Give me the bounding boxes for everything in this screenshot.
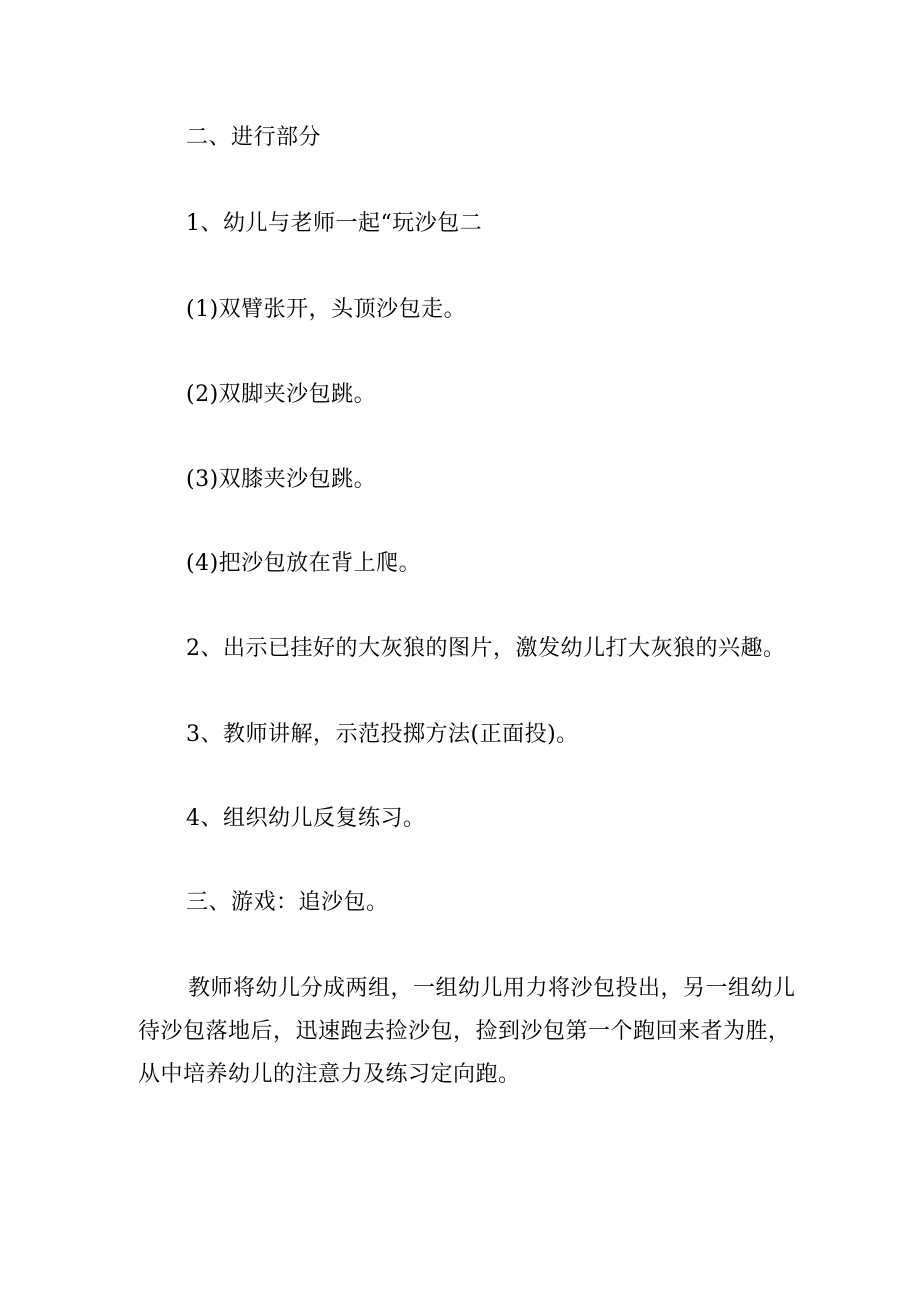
item-1: 1、幼儿与老师一起“玩沙包二 bbox=[186, 211, 483, 236]
subitem-2: (2)双脚夹沙包跳。 bbox=[186, 382, 377, 407]
item-3: 3、教师讲解，示范投掷方法(正面投)。 bbox=[186, 722, 579, 747]
section-heading-2: 二、进行部分 bbox=[186, 125, 322, 150]
subitem-4: (4)把沙包放在背上爬。 bbox=[186, 551, 422, 576]
subitem-3: (3)双膝夹沙包跳。 bbox=[186, 467, 377, 492]
game-description-paragraph: 教师将幼儿分成两组，一组幼儿用力将沙包投出，另一组幼儿待沙包落地后，迅速跑去捡沙包，捡到沙包第一个跑回来者为胜，从中培养幼儿的注意力及练习定向跑。 bbox=[138, 976, 796, 1087]
subitem-1: (1)双臂张开，头顶沙包走。 bbox=[186, 297, 467, 322]
item-2: 2、出示已挂好的大灰狼的图片，激发幼儿打大灰狼的兴趣。 bbox=[186, 636, 786, 661]
item-4: 4、组织幼儿反复练习。 bbox=[186, 806, 426, 831]
section-heading-3: 三、游戏：追沙包。 bbox=[186, 890, 389, 915]
